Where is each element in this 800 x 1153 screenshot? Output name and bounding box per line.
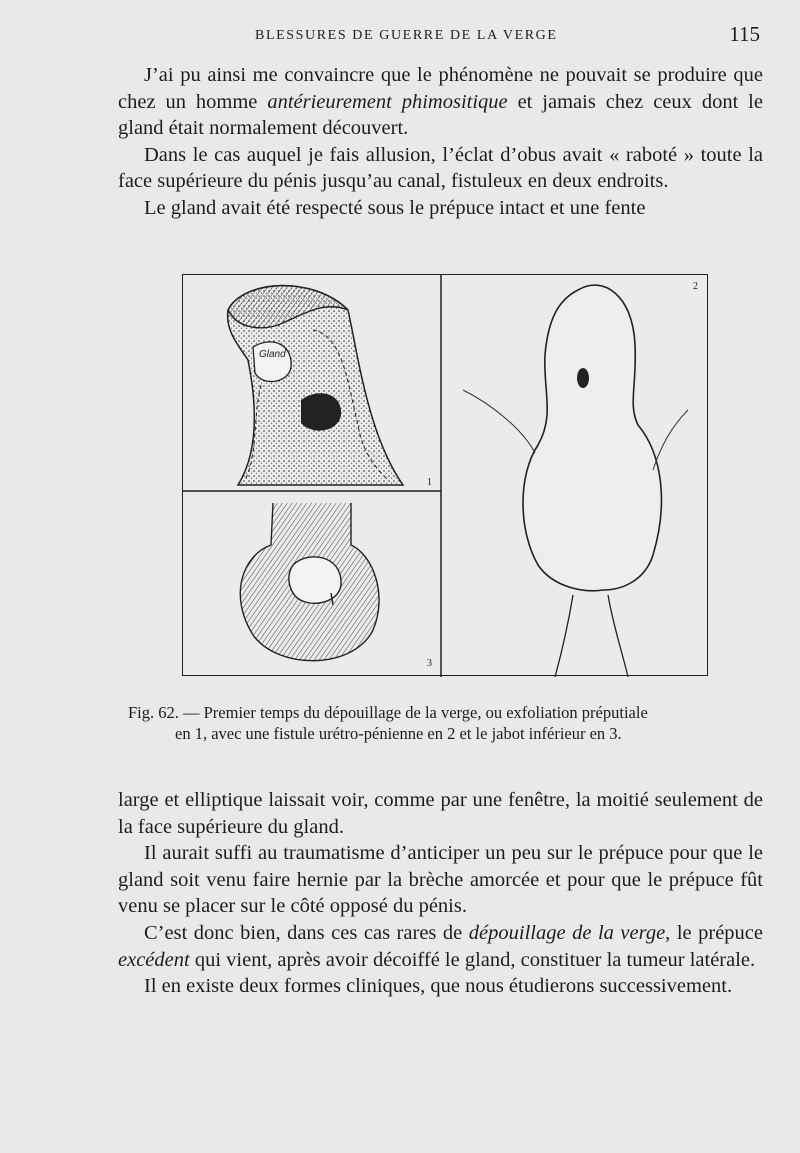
paragraph-5: Il aurait suffi au traumatisme d’anticiper un peu sur le prépuce pour que le gland soit venu faire hernie par la brèche amorcée et pour que le prépuce fût venu se placer sur le côté opposé du pénis. [118,842,763,918]
text-block-top [118,62,763,222]
figure-drawing [183,275,709,677]
running-title: BLESSURES DE GUERRE DE LA VERGE [255,28,558,43]
caption-line-2: en 1, avec une fistule urétro-pénienne en 2 et le jabot inférieur en 3. [175,724,622,743]
paragraph-4: large et elliptique laissait voir, comme par une fenêtre, la moitié seulement de la face supérieure du gland. [118,789,763,838]
paragraph-2: Dans le cas auquel je fais allusion, l’éclat d’obus avait « raboté » toute la face supérieure du pénis jusqu’au canal, fistuleux en deux endroits. [118,143,763,193]
text-block-bottom [118,787,763,1000]
paragraph-3: Le gland avait été respecté sous le prépuce intact et une fente [144,196,646,219]
gland-label: Gland [259,349,286,360]
page-number: 115 [729,22,760,46]
panel-1-drawing [228,286,403,485]
emphasis-phimositique: antérieurement phimositique [267,90,508,113]
page-header [120,22,760,48]
paragraph-7: Il en existe deux formes cliniques, que nous étudierons successivement. [144,975,733,998]
panel-number-2: 2 [693,281,698,292]
panel-3-drawing [240,503,379,661]
panel-2-drawing [463,285,688,677]
paragraph-1: J’ai pu ainsi me convaincre que le phénomène ne pouvait se produire que chez un homme antérieurement phimositique et jamais chez ceux dont le gland était normalement découvert. [118,64,763,140]
paragraph-6: C’est donc bien, dans ces cas rares de dépouillage de la verge, le prépuce excédent qui vient, après avoir décoiffé le gland, constituer la tumeur latérale. [118,921,763,971]
figure-62-illustration [182,274,708,676]
emphasis-excedent: excédent [118,948,190,971]
caption-line-1: Fig. 62. — Premier temps du dépouillage de la verge, ou exfoliation préputiale [128,703,648,722]
figure-caption [128,702,763,744]
panel-number-3: 3 [427,658,432,669]
emphasis-depouillage: dépouillage de la verge [468,921,666,944]
panel-number-1: 1 [427,477,432,488]
